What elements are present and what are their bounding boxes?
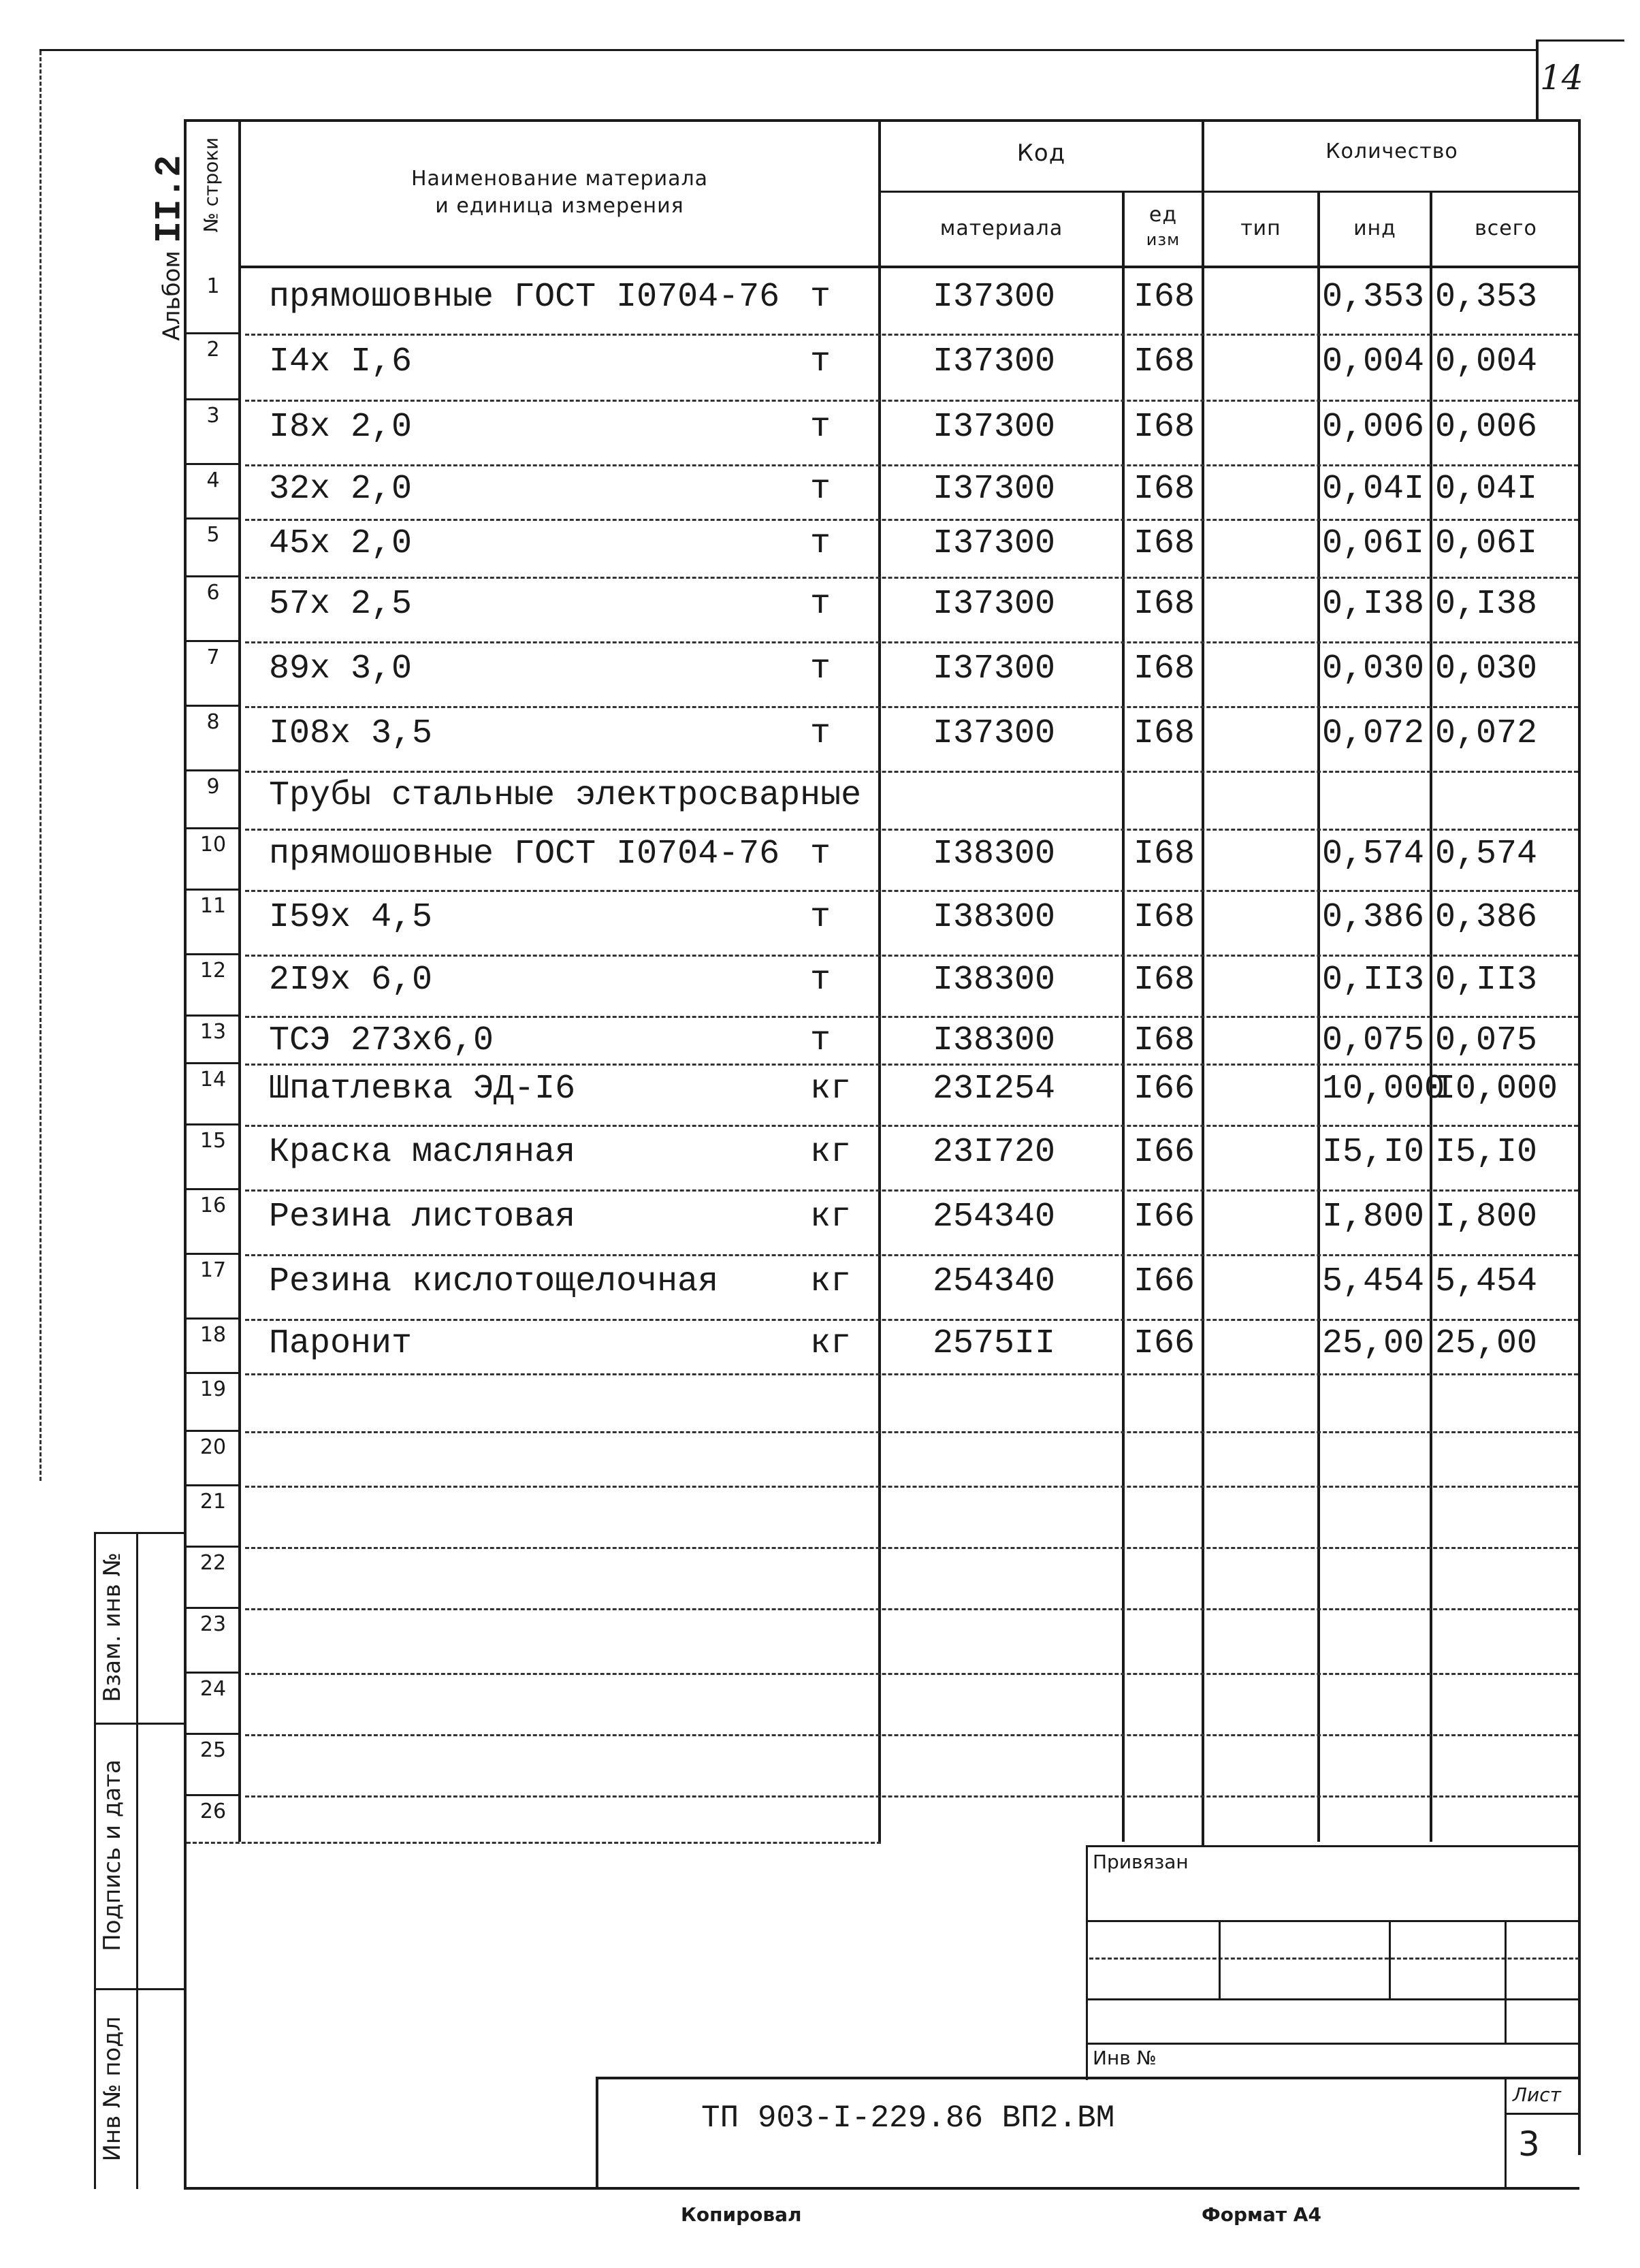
row-separator xyxy=(187,827,241,829)
row-unit-code: I68 xyxy=(1133,584,1195,624)
frame-top xyxy=(39,49,1537,51)
row-unit-short: т xyxy=(810,835,831,874)
header-bottom-line xyxy=(238,266,1579,268)
header-ind: инд xyxy=(1353,217,1396,240)
row-unit-code: I66 xyxy=(1133,1197,1195,1236)
row-unit-short: т xyxy=(810,1021,831,1060)
row-number: 23 xyxy=(199,1612,227,1636)
row-material-code: 23I720 xyxy=(933,1132,1056,1172)
row-number: 1 xyxy=(206,274,220,298)
row-dash xyxy=(245,464,1578,466)
row-number: 13 xyxy=(199,1020,227,1044)
row-material-code: I37300 xyxy=(933,470,1056,509)
row-qty-total: 0,04I xyxy=(1435,470,1538,509)
row-qty-total: 0,353 xyxy=(1435,277,1538,317)
row-number: 12 xyxy=(199,959,227,983)
row-separator xyxy=(187,1794,241,1796)
row-name: Паронит xyxy=(269,1324,413,1363)
row-unit-short: т xyxy=(810,277,831,317)
header-row-no: № строки xyxy=(199,137,223,233)
row-material-code: I37300 xyxy=(933,277,1056,317)
row-unit-short: т xyxy=(810,524,831,563)
row-qty-total: 5,454 xyxy=(1435,1262,1538,1301)
row-dash xyxy=(245,1125,1578,1127)
row-name: Резина листовая xyxy=(269,1197,576,1236)
row-material-code: I38300 xyxy=(933,835,1056,874)
row-unit-short: т xyxy=(810,649,831,688)
header-quantity: Количество xyxy=(1325,140,1458,163)
row-number: 3 xyxy=(206,404,220,428)
row-unit-code: I68 xyxy=(1133,470,1195,509)
row-name: прямошовные ГОСТ I0704-76 xyxy=(269,835,780,874)
page-number: 14 xyxy=(1540,58,1583,97)
row-qty-total: 0,072 xyxy=(1435,714,1538,753)
row-unit-code: I66 xyxy=(1133,1262,1195,1301)
row-unit-short: кг xyxy=(810,1070,852,1108)
row-unit-short: т xyxy=(810,714,831,753)
side-box-mid xyxy=(136,1532,138,2189)
replace-inv-label: Взам. инв № xyxy=(99,1552,126,1703)
row-qty-total: 0,386 xyxy=(1435,897,1538,937)
header-unit-2: изм xyxy=(1146,230,1180,249)
row-name: I59x 4,5 xyxy=(269,897,433,937)
row-material-code: I37300 xyxy=(933,342,1056,381)
row-name: Шпатлевка ЭД-I6 xyxy=(269,1070,576,1108)
row-separator xyxy=(187,1733,241,1735)
header-name-line2: и единица измерения xyxy=(435,194,684,218)
row-number: 8 xyxy=(206,710,220,734)
stamp-col2 xyxy=(1389,1920,1391,1998)
row-number: 17 xyxy=(199,1258,227,1282)
row-separator xyxy=(187,1546,241,1548)
side-box-div2 xyxy=(94,1988,187,1990)
row-dash xyxy=(245,334,1578,336)
row-dash xyxy=(245,1486,1578,1488)
row-dash xyxy=(245,829,1578,831)
row-number: 15 xyxy=(199,1129,227,1153)
row-name: 2I9x 6,0 xyxy=(269,961,433,1000)
row-unit-code: I68 xyxy=(1133,897,1195,937)
row-number: 5 xyxy=(206,523,220,547)
stamp-col1 xyxy=(1219,1920,1221,1998)
row-qty-ind: 5,454 xyxy=(1322,1262,1425,1301)
inv-no-label: Инв № xyxy=(1093,2047,1157,2069)
row-name: 45x 2,0 xyxy=(269,524,413,563)
sign-date-label: Подпись и дата xyxy=(99,1759,126,1951)
row-dash xyxy=(245,1016,1578,1018)
row-unit-code: I66 xyxy=(1133,1070,1195,1108)
row-material-code: I38300 xyxy=(933,1021,1056,1060)
row-qty-ind: 25,00 xyxy=(1322,1324,1425,1363)
row-separator xyxy=(187,517,241,520)
row-qty-ind: 0,004 xyxy=(1322,342,1425,381)
row-qty-ind: 0,I38 xyxy=(1322,584,1425,624)
row-separator xyxy=(187,1123,241,1125)
row-separator xyxy=(187,1253,241,1255)
page-number-box-top xyxy=(1536,39,1624,42)
row-qty-ind: 0,06I xyxy=(1322,524,1425,563)
row-qty-ind: I,800 xyxy=(1322,1197,1425,1236)
bound-label: Привязан xyxy=(1093,1851,1189,1873)
row-separator xyxy=(187,575,241,577)
row-number: 4 xyxy=(206,468,220,492)
header-mid-line xyxy=(878,191,1579,193)
row-unit-code: I68 xyxy=(1133,649,1195,688)
row-qty-ind: 0,353 xyxy=(1322,277,1425,317)
row-dash xyxy=(245,1795,1578,1798)
document-code: ТП 903-I-229.86 ВП2.ВМ xyxy=(701,2101,1115,2136)
row-dash xyxy=(245,771,1578,773)
row-unit-code: I66 xyxy=(1133,1132,1195,1172)
row-dash xyxy=(245,1673,1578,1675)
row-dash xyxy=(245,890,1578,892)
table-right-line xyxy=(1578,119,1581,2155)
row-separator xyxy=(187,1607,241,1609)
row-dash xyxy=(245,1547,1578,1549)
row-separator xyxy=(187,1672,241,1674)
row-separator xyxy=(187,769,241,771)
row-material-code: I37300 xyxy=(933,524,1056,563)
row-qty-ind: 0,574 xyxy=(1322,835,1425,874)
row-separator xyxy=(187,889,241,891)
row-number: 10 xyxy=(199,833,227,857)
row-material-code: 254340 xyxy=(933,1197,1056,1236)
table-left-line xyxy=(184,119,187,2189)
row-qty-ind: 10,000 xyxy=(1322,1070,1445,1108)
row-separator xyxy=(187,1430,241,1432)
row-number: 16 xyxy=(199,1194,227,1217)
row-dash xyxy=(245,1319,1578,1321)
row-name: Резина кислотощелочная xyxy=(269,1262,719,1301)
row-unit-short: т xyxy=(810,407,831,447)
row-qty-ind: 0,030 xyxy=(1322,649,1425,688)
sheet-label: Лист xyxy=(1513,2083,1561,2106)
row-dash xyxy=(245,1734,1578,1736)
header-code: Код xyxy=(1016,140,1066,167)
row-name: I08x 3,5 xyxy=(269,714,433,753)
row-unit-short: т xyxy=(810,342,831,381)
row-qty-total: 0,006 xyxy=(1435,407,1538,447)
side-box-div1 xyxy=(94,1723,187,1725)
row-qty-total: 0,004 xyxy=(1435,342,1538,381)
row-unit-short: кг xyxy=(810,1262,852,1301)
row-number: 11 xyxy=(199,894,227,918)
row-unit-code: I68 xyxy=(1133,1021,1195,1060)
row-number: 24 xyxy=(199,1677,227,1701)
title-block-left xyxy=(596,2077,598,2189)
row-dash xyxy=(245,1373,1578,1375)
row-qty-total: 0,574 xyxy=(1435,835,1538,874)
row-name: ТСЭ 273x6,0 xyxy=(269,1021,494,1060)
row-number: 6 xyxy=(206,581,220,605)
row-separator xyxy=(187,705,241,707)
row-unit-short: кг xyxy=(810,1197,852,1236)
frame-right-top xyxy=(1536,39,1539,121)
row-separator xyxy=(187,1062,241,1064)
header-total: всего xyxy=(1475,217,1537,240)
row-name: 89x 3,0 xyxy=(269,649,413,688)
row-unit-code: I68 xyxy=(1133,407,1195,447)
row-material-code: I37300 xyxy=(933,407,1056,447)
row-qty-ind: 0,006 xyxy=(1322,407,1425,447)
title-block-top xyxy=(596,2077,1579,2079)
row-unit-code: I68 xyxy=(1133,524,1195,563)
row-number: 21 xyxy=(199,1490,227,1514)
col-line-rownum xyxy=(238,119,241,1842)
table-top-line xyxy=(184,119,1579,122)
row-dash xyxy=(245,955,1578,957)
row-number: 25 xyxy=(199,1738,227,1762)
row-unit-short: т xyxy=(810,961,831,1000)
row-material-code: I38300 xyxy=(933,961,1056,1000)
row-dash xyxy=(245,1608,1578,1610)
col-line-unit xyxy=(1202,119,1204,1845)
header-type: тип xyxy=(1240,217,1281,240)
row-name: I8x 2,0 xyxy=(269,407,413,447)
col-line-name xyxy=(878,119,881,1842)
inv-orig-label: Инв № подл xyxy=(99,2016,126,2162)
row-unit-short: т xyxy=(810,470,831,509)
row-unit-short: кг xyxy=(810,1132,852,1172)
row-name: Трубы стальные электросварные xyxy=(269,776,862,815)
row-dash xyxy=(245,706,1578,708)
row-number: 9 xyxy=(206,775,220,799)
side-box-left xyxy=(94,1532,96,2189)
row-number: 14 xyxy=(199,1068,227,1091)
row-unit-short: т xyxy=(810,584,831,624)
left-cut-line xyxy=(39,51,42,1481)
row-qty-total: 0,06I xyxy=(1435,524,1538,563)
row-qty-ind: 0,072 xyxy=(1322,714,1425,753)
header-material: материала xyxy=(939,217,1063,240)
stamp-left xyxy=(1086,1845,1088,2080)
row-unit-short: кг xyxy=(810,1324,852,1363)
row-separator xyxy=(187,1015,241,1017)
header-unit-1: ед xyxy=(1148,203,1178,227)
row-separator xyxy=(187,1372,241,1374)
row-material-code: 23I254 xyxy=(933,1070,1056,1108)
row-unit-code: I68 xyxy=(1133,342,1195,381)
row-name: I4x I,6 xyxy=(269,342,413,381)
row-number: 7 xyxy=(206,645,220,669)
row-qty-ind: I5,I0 xyxy=(1322,1132,1425,1172)
row-number: 20 xyxy=(199,1435,227,1459)
row-number: 26 xyxy=(199,1800,227,1823)
format-label: Формат А4 xyxy=(1202,2203,1321,2226)
row-dash xyxy=(245,1254,1578,1256)
row-separator xyxy=(187,463,241,465)
row-separator xyxy=(187,398,241,400)
row-dash xyxy=(245,577,1578,579)
sheet-number: 3 xyxy=(1518,2124,1540,2164)
row-name: 57x 2,5 xyxy=(269,584,413,624)
row-material-code: I37300 xyxy=(933,584,1056,624)
row-material-code: 2575II xyxy=(933,1324,1056,1363)
row-dash xyxy=(245,519,1578,521)
header-name-line1: Наименование материала xyxy=(411,167,709,191)
row-qty-ind: 0,04I xyxy=(1322,470,1425,509)
row-separator xyxy=(187,332,241,334)
row-material-code: I37300 xyxy=(933,714,1056,753)
row-number: 18 xyxy=(199,1323,227,1347)
row-qty-total: 0,II3 xyxy=(1435,961,1538,1000)
album-label: Альбом II.2 xyxy=(149,155,191,341)
copied-label: Копировал xyxy=(681,2203,802,2226)
row-qty-total: I,800 xyxy=(1435,1197,1538,1236)
row-number: 19 xyxy=(199,1377,227,1401)
row-unit-code: I66 xyxy=(1133,1324,1195,1363)
row-qty-ind: 0,075 xyxy=(1322,1021,1425,1060)
row-qty-total: 0,030 xyxy=(1435,649,1538,688)
row-number: 2 xyxy=(206,338,220,362)
row-unit-code: I68 xyxy=(1133,835,1195,874)
row-unit-code: I68 xyxy=(1133,961,1195,1000)
row-separator xyxy=(187,1484,241,1486)
row-unit-code: I68 xyxy=(1133,277,1195,317)
row-dash xyxy=(245,400,1578,402)
row-dash xyxy=(245,1431,1578,1433)
row-material-code: I37300 xyxy=(933,649,1056,688)
row-dash xyxy=(245,1189,1578,1192)
row-qty-total: I5,I0 xyxy=(1435,1132,1538,1172)
row-number: 22 xyxy=(199,1551,227,1575)
row-qty-total: 25,00 xyxy=(1435,1324,1538,1363)
row-unit-short: т xyxy=(810,897,831,937)
sheet-div xyxy=(1505,2113,1579,2115)
stamp-top xyxy=(1086,1845,1579,1847)
row-qty-ind: 0,386 xyxy=(1322,897,1425,937)
row-separator xyxy=(187,1317,241,1320)
row-name: Краска масляная xyxy=(269,1132,576,1172)
row-separator xyxy=(187,640,241,642)
row-dash xyxy=(245,641,1578,643)
row-material-code: 254340 xyxy=(933,1262,1056,1301)
row-qty-total: 0,075 xyxy=(1435,1021,1538,1060)
row-separator xyxy=(187,1188,241,1190)
frame-bottom xyxy=(184,2187,1579,2190)
row-material-code: I38300 xyxy=(933,897,1056,937)
table-bottom-line xyxy=(187,1842,881,1844)
row-name: прямошовные ГОСТ I0704-76 xyxy=(269,277,780,317)
stamp-row4 xyxy=(1086,2043,1579,2045)
row-dash xyxy=(245,1064,1578,1066)
side-box-top xyxy=(94,1532,187,1534)
row-qty-total: I0,000 xyxy=(1435,1070,1558,1108)
row-qty-total: 0,I38 xyxy=(1435,584,1538,624)
stamp-col3 xyxy=(1505,1920,1507,2043)
row-separator xyxy=(187,953,241,955)
row-name: 32x 2,0 xyxy=(269,470,413,509)
row-qty-ind: 0,II3 xyxy=(1322,961,1425,1000)
sheet-col xyxy=(1505,2077,1507,2189)
row-unit-code: I68 xyxy=(1133,714,1195,753)
